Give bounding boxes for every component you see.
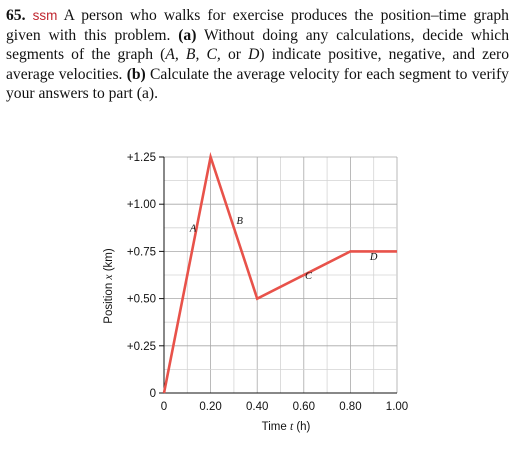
- problem-text-3: or: [220, 46, 249, 64]
- x-tick-label: 0.80: [339, 401, 362, 413]
- x-axis-title: Time t (h): [261, 421, 311, 433]
- segment-label-c: C: [304, 270, 312, 282]
- y-tick-label: +0.25: [126, 340, 156, 353]
- part-b-label: (b): [126, 65, 146, 83]
- y-tick-label: +0.75: [126, 246, 156, 259]
- grid-lines: [164, 157, 397, 393]
- problem-text-1: A person who walks for exercise produces the position–time graph given with this problem.: [6, 7, 509, 44]
- y-tick-label: +0.50: [126, 293, 156, 306]
- problem-number: 65.: [6, 7, 26, 24]
- part-a-label: (a): [178, 26, 197, 44]
- y-tick-label: +1.00: [126, 199, 156, 212]
- segment-label-d: D: [369, 251, 378, 263]
- y-axis-title: Position x (km): [103, 248, 115, 324]
- x-tick-label: 1.00: [385, 401, 409, 413]
- x-tick-label: 0.60: [292, 401, 315, 413]
- x-tick-label: 0.40: [246, 401, 269, 413]
- y-tick-label: 0: [149, 388, 156, 400]
- segment-label-a: A: [189, 223, 197, 235]
- segment-labels: [189, 216, 378, 282]
- segment-last: D: [248, 46, 260, 64]
- problem-text-2: Without doing any calculations, decide which segments of the graph (: [6, 26, 510, 64]
- problem-text-4: ) indicate positive, negative, and zero average velocities.: [6, 46, 509, 83]
- segment-label-b: B: [236, 216, 243, 228]
- x-tick-label: 0: [160, 401, 168, 413]
- problem-text-5: Calculate the average velocity for each segment to verify your answers to part (a).: [6, 65, 509, 103]
- segment-list: A, B, C,: [165, 46, 221, 64]
- ssm-tag: ssm: [32, 8, 58, 23]
- x-tick-label: 0.20: [199, 401, 222, 413]
- y-tick-label: +1.25: [126, 152, 156, 164]
